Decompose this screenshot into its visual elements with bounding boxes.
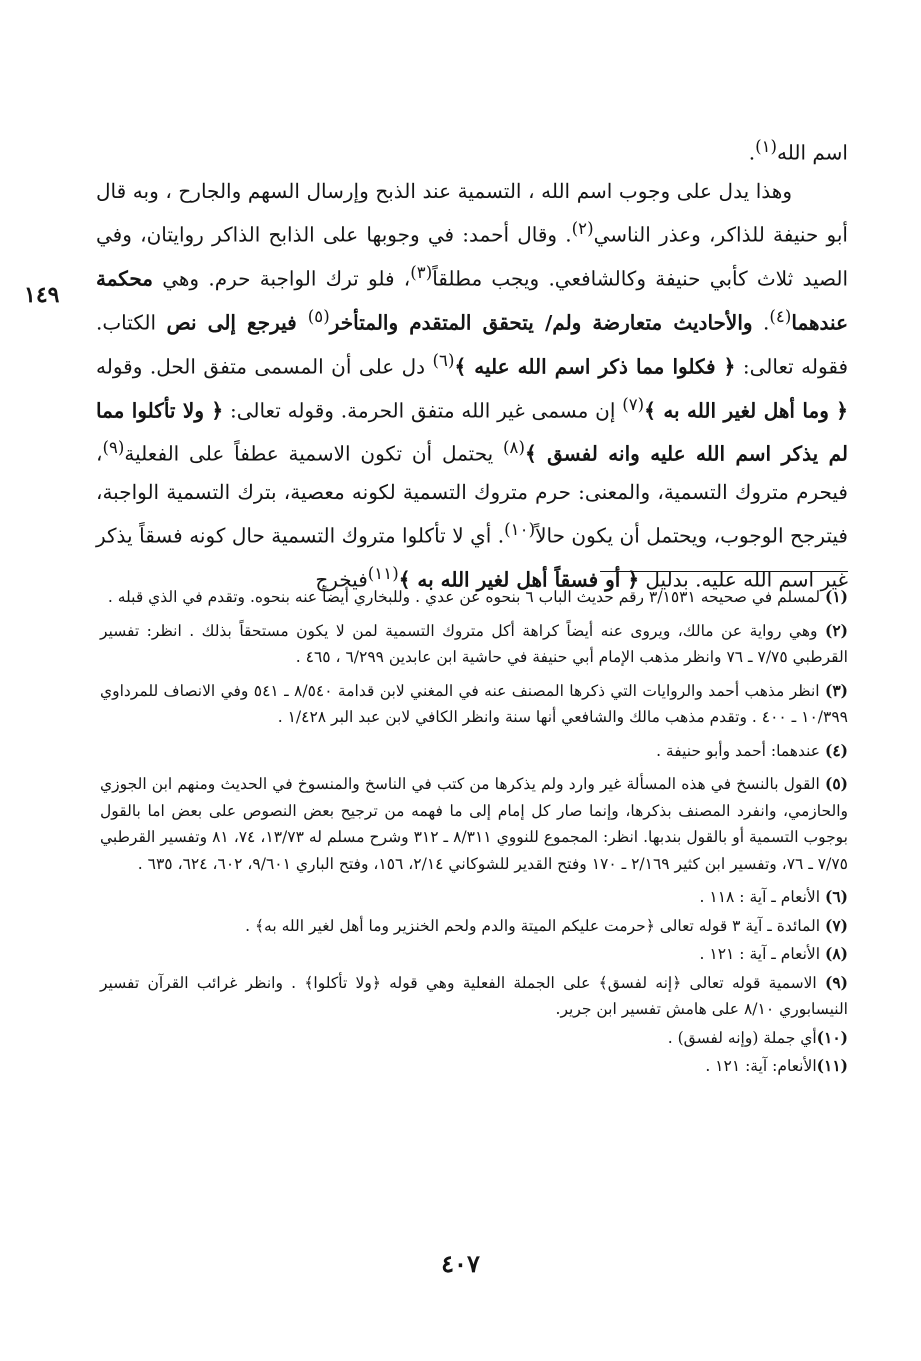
footnote-3 — [100, 678, 848, 731]
bold-text: فيرجع إلى نص — [166, 310, 308, 335]
quran-verse: ﴿ فكلوا مما ذكر اسم الله عليه ﴾ — [454, 354, 736, 379]
footnote-text: الأنعام ـ آية : ١١٨ . — [699, 888, 821, 906]
quran-verse: ﴿ وما أهل لغير الله به ﴾ — [644, 398, 848, 423]
footnote-number: (٨) — [824, 944, 848, 963]
text-run: . أي لا تأكلوا متروك التسمية حال كونه فسقاً يذكر غير اسم الله عليه. بدليل — [96, 524, 848, 592]
footnote-number: (٧) — [824, 915, 848, 935]
bold-text: والأحاديث متعارضة ولم/ يتحقق المتقدم والمتأخر — [329, 310, 753, 335]
quran-verse: ﴿ ولا تأكلوا مما لم يذكر اسم الله عليه وانه لفسق ﴾ — [96, 398, 848, 467]
footnote-text: المائدة ـ آية ٣ قوله تعالى ﴿حرمت عليكم الميتة والدم ولحم الخنزير وما أهل لغير الله به﴾ . — [245, 916, 821, 935]
footnote-text: الأنعام: آية: ١٢١ . — [705, 1057, 817, 1075]
footnote-text: انظر مذهب أحمد والروايات التي ذكرها المصنف عنه في المغني لابن قدامة ٨/٥٤٠ ـ ٥٤١ وفي الانصاف للمرداوي ١٠/٣٩٩ ـ ٤٠٠ . وتقدم مذهب مالك والشافعي أنها سنة وانظر الكافي لابن عبد البر ١/٤٢٨ . — [100, 681, 848, 726]
main-text — [96, 128, 848, 599]
footnote-11 — [100, 1053, 848, 1080]
footnote-text: لمسلم في صحيحه ٣/١٥٣١ رقم حديث الباب ٦ بنحوه عن عدي . وللبخاري أيضاً عنه بنحوه. وتقدم في الذي قبله . — [107, 588, 821, 606]
text-run: وهذا يدل على وجوب اسم الله ، التسمية عند الذبح وإرسال السهم والجارح ، وبه قال أبو حنيفة للذاكر، وعذر الناسي — [96, 178, 848, 247]
footnote-number: (١٠) — [816, 1027, 848, 1047]
footnote-text: أي جملة (وإنه لفسق) . — [667, 1028, 817, 1047]
footnote-number: (١١) — [816, 1056, 848, 1075]
footnote-1 — [100, 584, 848, 611]
footnote-8 — [100, 941, 848, 968]
text-run: يحتمل أن تكون الاسمية عطفاً على الفعلية — [124, 442, 504, 467]
text-run: إن مسمى غير الله متفق الحرمة. وقوله تعالى: — [223, 398, 623, 423]
footnote-number: (٥) — [824, 774, 848, 793]
footnote-5 — [100, 771, 848, 877]
text-run: فيخرج — [315, 567, 368, 592]
footnote-ref: (٣) — [410, 262, 433, 282]
footnote-ref: (٥) — [307, 306, 330, 326]
footnote-ref: (١) — [755, 137, 778, 156]
footnote-text: عندهما: أحمد وأبو حنيفة . — [656, 741, 821, 760]
footnote-ref: (٩) — [102, 438, 125, 458]
footnote-text: وهي رواية عن مالك، ويروى عنه أيضاً كراهة أكل متروك التسمية لمن لا يكون مستحقاً بذلك . انظر: تفسير القرطبي ٧/٧٥ ـ ٧٦ وانظر مذهب الإمام أبي حنيفة في حاشية ابن عابدين ٦/٢٩٩ ، ٤٦٥ . — [100, 621, 848, 666]
footnote-2 — [100, 618, 848, 671]
footnote-ref: (٨) — [503, 438, 525, 458]
footnote-number: (١) — [824, 587, 848, 606]
margin-page-reference: ١٤٩ — [24, 282, 60, 308]
footnote-6 — [100, 884, 848, 911]
footnote-text: الاسمية قوله تعالى ﴿إنه لفسق﴾ على الجملة الفعلية وهي قوله ﴿ولا تأكلوا﴾ . وانظر غرائب القرآن تفسير النيسابوري ٨/١٠ على هامش تفسير ابن جرير. — [100, 973, 848, 1018]
footnote-number: (٩) — [824, 972, 848, 992]
footnote-9 — [100, 970, 848, 1023]
paragraph-body — [96, 172, 848, 599]
quran-verse: ﴿ أو فسقاً أهل لغير الله به ﴾ — [398, 567, 640, 592]
bold-text: محكمة عندهما — [96, 266, 849, 335]
footnote-4 — [100, 738, 848, 765]
page-number: ٤٠٧ — [441, 1249, 480, 1278]
paragraph-intro: اسم الله$^{(١)}$. — [748, 137, 848, 165]
footnote-text: القول بالنسخ في هذه المسألة غير وارد ولم يذكرها من كتب في الناسخ والمنسوخ في الحديث ومنهم ابن الجوزي والحازمي، وانفرد المصنف بذكرها، وإنما صار كل إمام إلى ما فهمه من ترجيح بعض النصوص على بعض اما بالقول بوجوب التسمية أو بالقول بندبها. انظر: المجموع للنووي ٨/٣١١ ـ ٣١٢ وشرح مسلم له ١٣/٧٣، ٧٤، ٨١ وتفسير القرطبي ٧/٧٥ ـ ٧٦، وتفسير ابن كثير ٢/١٦٩ ـ ١٧٠ وفتح القدير للشوكاني ٢/١٤، ١٥٦، وفتح الباري ٩/٦٠١، ٦٠٢، ٦٢٤، ٦٣٥ . — [100, 775, 848, 873]
text-run: . — [752, 310, 770, 335]
footnote-ref: (٧) — [622, 394, 645, 414]
footnote-number: (٣) — [824, 680, 848, 700]
footnote-ref: (٤) — [769, 306, 792, 326]
footnote-divider — [600, 571, 848, 572]
text-run: ، فلو ترك الواجبة حرم. وهي — [152, 266, 411, 291]
text-run: ، فيحرم متروك التسمية، والمعنى: حرم متروك التسمية لكونه معصية، بترك التسمية الواجبة، فيترجح الوجوب، ويحتمل أن يكون حالاً — [96, 442, 848, 549]
footnote-number: (٦) — [824, 887, 848, 906]
text-run: دل على أن المسمى متفق الحل. وقوله — [96, 354, 433, 379]
footnote-10 — [100, 1025, 848, 1052]
footnote-7 — [100, 913, 848, 940]
footnote-number: (٢) — [824, 620, 848, 640]
footnote-ref: (١١) — [367, 564, 399, 584]
footnote-text: الأنعام ـ آية : ١٢١ . — [699, 945, 821, 963]
footnotes — [100, 584, 848, 1082]
footnote-ref: (٦) — [432, 350, 455, 370]
text-run: . وقال أحمد: في وجوبها على الذابح الذاكر روايتان، وفي الصيد ثلاث كأبي حنيفة وكالشافعي. ويجب مطلقاً — [96, 222, 849, 291]
footnote-ref: (٢) — [571, 219, 594, 239]
text-run: اسم الله — [777, 140, 848, 165]
footnote-ref: (١٠) — [504, 520, 536, 540]
footnote-number: (٤) — [824, 740, 848, 760]
text-run: الكتاب. فقوله تعالى: — [96, 310, 849, 379]
